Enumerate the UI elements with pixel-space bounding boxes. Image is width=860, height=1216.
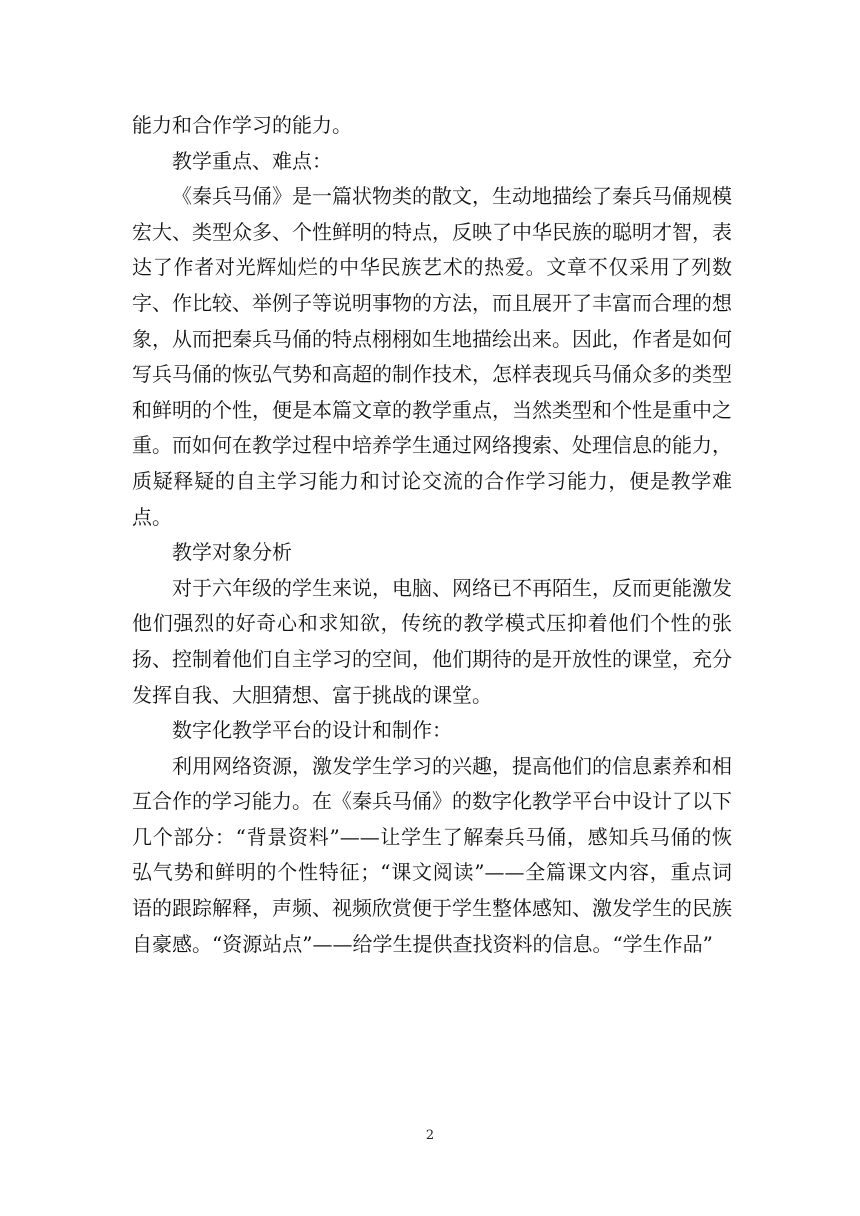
page-number: 2 <box>425 1128 435 1143</box>
body-text <box>132 108 732 962</box>
paragraph-key-points: 《秦兵马俑》是一篇状物类的散文，生动地描绘了秦兵马俑规模宏大、类型众多、个性鲜明的特点，反映了中华民族的聪明才智，表达了作者对光辉灿烂的中华民族艺术的热爱。文章不仅采用了列数字、作比较、举例子等说明事物的方法，而且展开了丰富而合理的想象，从而把秦兵马俑的特点栩栩如生地描绘出来。因此，作者是如何写兵马俑的恢弘气势和高超的制作技术，怎样表现兵马俑众多的类型和鲜明的个性，便是本篇文章的教学重点，当然类型和个性是重中之重。而如何在教学过程中培养学生通过网络搜索、处理信息的能力，质疑释疑的自主学习能力和讨论交流的合作学习能力，便是教学难点。 <box>132 184 732 529</box>
paragraph-platform-design: 利用网络资源，激发学生学习的兴趣，提高他们的信息素养和相互合作的学习能力。在《秦兵马俑》的数字化教学平台中设计了以下几个部分：“背景资料”——让学生了解秦兵马俑，感知兵马俑的恢弘气势和鲜明的个性特征；“课文阅读”——全篇课文内容，重点词语的跟踪解释，声频、视频欣赏便于学生整体感知、激发学生的民族自豪感。“资源站点”——给学生提供查找资料的信息。“学生作品” <box>132 753 732 956</box>
paragraph-student-analysis: 对于六年级的学生来说，电脑、网络已不再陌生，反而更能激发他们强烈的好奇心和求知欲，传统的教学模式压抑着他们个性的张扬、控制着他们自主学习的空间，他们期待的是开放性的课堂，充分发挥自我、大胆猜想、富于挑战的课堂。 <box>132 575 732 707</box>
paragraph-continuation: 能力和合作学习的能力。 <box>132 113 352 137</box>
heading-platform-design: 数字化教学平台的设计和制作： <box>172 718 452 743</box>
heading-key-points: 教学重点、难点： <box>172 148 332 173</box>
heading-student-analysis: 教学对象分析 <box>172 540 292 565</box>
